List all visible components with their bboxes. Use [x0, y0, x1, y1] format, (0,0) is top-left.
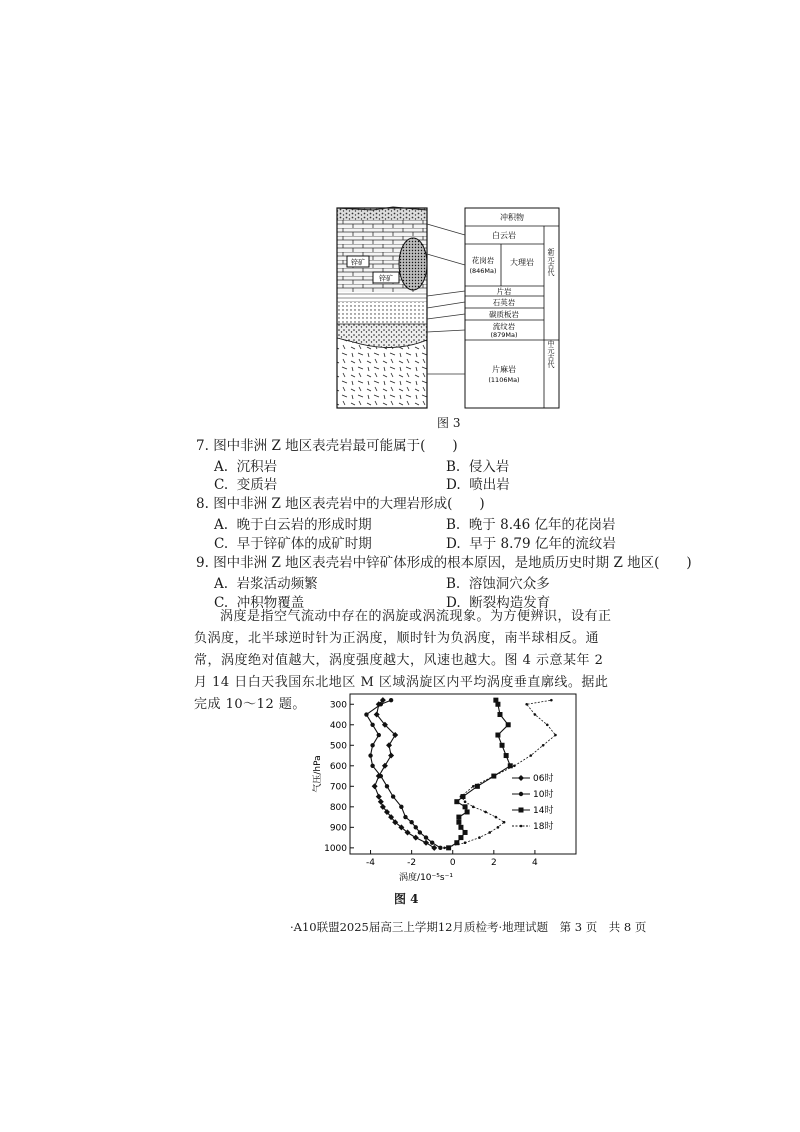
- data-point: [438, 846, 442, 850]
- data-point: [478, 836, 481, 839]
- data-point: [409, 820, 413, 824]
- data-point: [550, 699, 553, 702]
- question-9-option-d: D. 断裂构造发育: [446, 595, 551, 611]
- data-point: [464, 841, 467, 844]
- vorticity-profile-chart: [306, 690, 586, 886]
- data-point: [508, 763, 513, 768]
- data-point: [364, 712, 368, 716]
- data-point: [370, 723, 374, 727]
- x-tick-label: -2: [407, 858, 417, 868]
- data-point: [488, 831, 491, 834]
- data-point: [497, 826, 500, 829]
- data-point: [530, 754, 533, 757]
- data-point: [458, 835, 463, 840]
- data-point: [370, 743, 374, 747]
- schist-layer: [337, 292, 427, 302]
- question-7-option-d: D. 喷出岩: [446, 477, 510, 493]
- x-axis-label: 涡度/10⁻⁵s⁻¹: [399, 873, 453, 883]
- legend-dolomite: 白云岩: [492, 231, 516, 240]
- data-point: [497, 712, 502, 717]
- sediment-layer: [337, 208, 427, 220]
- question-7-option-b: B. 侵入岩: [446, 459, 510, 475]
- data-point: [456, 820, 461, 825]
- question-7-stem: 7. 图中非洲 Z 地区表壳岩最可能属于( ): [196, 438, 458, 454]
- data-point: [377, 733, 381, 737]
- question-8-option-c: C. 早于锌矿体的成矿时期: [214, 536, 372, 552]
- data-point: [458, 825, 463, 830]
- question-8-option-d: D. 早于 8.79 亿年的流纹岩: [446, 536, 616, 552]
- data-point: [414, 825, 418, 829]
- data-point: [546, 723, 549, 726]
- legend-lower-group: 中元古代: [547, 340, 555, 368]
- legend-marker: [519, 808, 524, 813]
- data-point: [399, 805, 403, 809]
- data-point: [465, 809, 470, 814]
- data-point: [368, 753, 372, 757]
- data-point: [464, 800, 467, 803]
- question-7-option-c: C. 变质岩: [214, 477, 278, 493]
- data-point: [504, 753, 509, 758]
- data-point: [403, 815, 407, 819]
- legend-sediment: 冲积物: [500, 213, 524, 222]
- data-point: [370, 764, 374, 768]
- data-point: [495, 733, 500, 738]
- data-point: [463, 830, 468, 835]
- data-point: [484, 811, 487, 814]
- question-8-option-a: A. 晚于白云岩的形成时期: [214, 517, 372, 533]
- legend-rhyolite-age: (879Ma): [490, 331, 518, 339]
- data-point: [460, 795, 463, 798]
- question-9-option-a: A. 岩浆活动频繁: [214, 576, 318, 592]
- question-7-option-a: A. 沉积岩: [214, 459, 278, 475]
- x-tick-label: -4: [366, 858, 376, 868]
- legend-schist: 片岩: [496, 287, 512, 296]
- figure4-caption: 图 4: [394, 892, 419, 906]
- question-9-stem: 9. 图中非洲 Z 地区表壳岩中锌矿体形成的根本原因，是地质历史时期 Z 地区( ): [196, 555, 692, 571]
- data-point: [500, 743, 505, 748]
- granite-body: [399, 238, 427, 290]
- vorticity-passage: 涡度是指空气流动中存在的涡旋或涡流现象。为方便辨识，设有正负涡度，北半球逆时针为正涡度，顺时针为负涡度，南半球相反。通常，涡度绝对值越大，涡度强度越大，风速也越大。图 4 示意某年 2 月 14 日白天我国东北地区 M 区域涡旋区内平均涡度垂直廓线。据此完成 10～12 题。: [194, 609, 612, 712]
- data-point: [493, 698, 498, 703]
- data-point: [430, 841, 434, 845]
- data-point: [446, 845, 451, 850]
- figure3-diagram: [333, 204, 561, 412]
- x-tick-label: 4: [532, 858, 538, 868]
- y-tick-label: 600: [329, 761, 347, 772]
- data-point: [493, 775, 496, 778]
- quartzite-layer: [337, 302, 427, 324]
- legend-marble: 大理岩: [510, 258, 534, 267]
- y-tick-label: 900: [329, 823, 347, 834]
- legend-quartzite: 石英岩: [492, 298, 516, 307]
- legend-label: 18时: [533, 822, 554, 832]
- data-point: [443, 847, 446, 850]
- legend-rhyolite: 流纹岩: [492, 322, 516, 331]
- data-point: [472, 806, 475, 809]
- x-tick-label: 0: [449, 858, 456, 868]
- legend-label: 10时: [533, 790, 554, 800]
- data-point: [472, 785, 475, 788]
- y-tick-label: 300: [329, 700, 347, 711]
- ore-label-2: 锌矿: [379, 274, 393, 283]
- legend-gneiss: 片麻岩: [492, 365, 516, 374]
- data-point: [385, 784, 389, 788]
- data-point: [495, 816, 498, 819]
- data-point: [525, 703, 528, 706]
- y-tick-label: 400: [329, 720, 347, 731]
- legend-upper-group: 新元古代: [547, 248, 555, 276]
- legend-granite: 花岗岩: [471, 256, 495, 265]
- data-point: [389, 698, 393, 702]
- data-point: [554, 734, 557, 737]
- legend-label: 06时: [533, 774, 554, 784]
- data-point: [379, 702, 383, 706]
- y-tick-label: 700: [329, 782, 347, 793]
- legend-gneiss-age: (1106Ma): [488, 376, 520, 384]
- data-point: [503, 821, 506, 824]
- data-point: [391, 794, 395, 798]
- data-point: [454, 799, 459, 804]
- y-tick-label: 1000: [324, 843, 347, 854]
- legend-granite-age: (846Ma): [469, 267, 497, 275]
- question-8-option-b: B. 晚于 8.46 亿年的花岗岩: [446, 517, 616, 533]
- data-point: [542, 744, 545, 747]
- gneiss-layer: [337, 338, 427, 408]
- data-point: [379, 774, 383, 778]
- y-axis-label: 气压/hPa: [313, 755, 323, 793]
- stratigraphic-legend: [427, 208, 559, 408]
- legend-marker: [520, 825, 523, 828]
- figure3-caption: 图 3: [437, 416, 461, 430]
- question-8-stem: 8. 图中非洲 Z 地区表壳岩中的大理岩形成( ): [196, 496, 485, 512]
- question-9-option-c: C. 冲积物覆盖: [214, 595, 305, 611]
- data-point: [456, 815, 461, 820]
- data-point: [513, 764, 516, 767]
- legend-carbonaceous-shale: 碳质板岩: [489, 310, 519, 319]
- legend-marker: [519, 792, 523, 796]
- data-point: [424, 835, 428, 839]
- page-footer: ·A10联盟2025届高三上学期12月质检考·地理试题 第 3 页 共 8 页: [290, 920, 647, 934]
- data-point: [418, 830, 422, 834]
- legend-label: 14时: [533, 806, 554, 816]
- data-point: [506, 722, 511, 727]
- question-9-option-b: B. 溶蚀洞穴众多: [446, 576, 550, 592]
- data-point: [534, 713, 537, 716]
- data-point: [463, 804, 468, 809]
- y-tick-label: 800: [329, 802, 347, 813]
- x-tick-label: 2: [490, 858, 497, 868]
- ore-label-1: 锌矿: [351, 258, 365, 267]
- y-tick-label: 500: [329, 741, 347, 752]
